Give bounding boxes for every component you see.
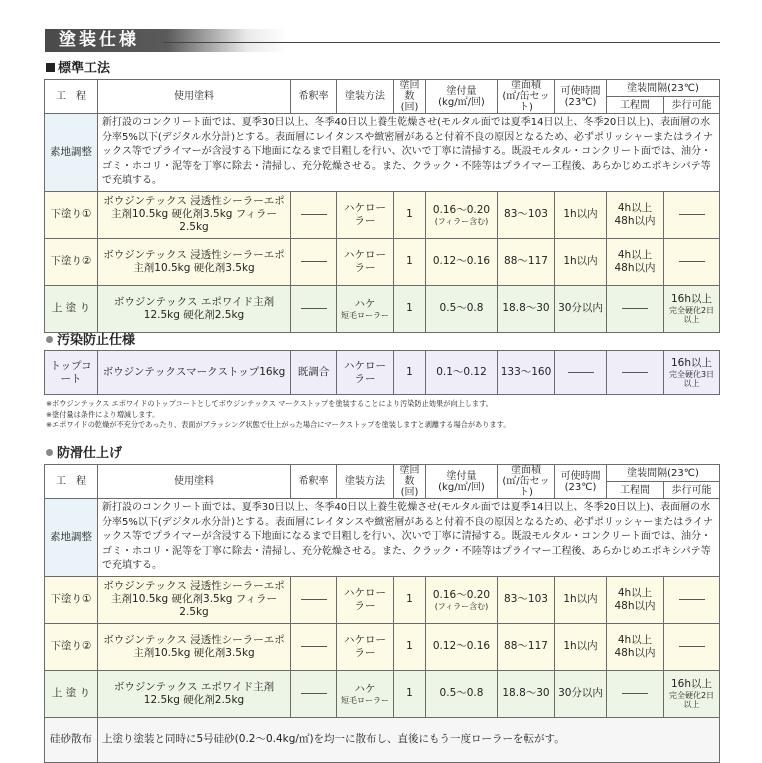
footnote: ※ボウジンテックス エポワイドのトップコートとしてボウジンテックス マークストップを塗装することにより汚染防止効果が向上します。 bbox=[46, 399, 493, 408]
header-interval-process: 工程間 bbox=[607, 97, 664, 114]
substrate-text: 新打設のコンクリート面では、夏季30日以上、冬季40日以上養生乾燥させ(モルタル面では夏季14日以上、冬季20日以上)、表面層の水分率5%以下(デジタル水分計)とする。表面層にレイタンスや緻密層があると付着不良の原因となるため、必ずポリッシャーまたはライナックス等でプライマーが含浸する下地面になるまで目粗しを行い、次いで丁寧に清掃する。既設モルタル・コンクリート面では、油分・ゴミ・ホコリ・泥等を丁寧に除去・清掃し、充分乾燥させる。また、クラック・不陸等はプライマー工程後、あらかじめエポキシパテ等で充填する。 bbox=[98, 114, 720, 192]
sand-text: 上塗り塗装と同時に5号硅砂(0.2～0.4kg/㎡)を均一に散布し、直後にもう一度ローラーを転がす。 bbox=[98, 717, 720, 762]
square-bullet-icon bbox=[46, 63, 55, 72]
dot-bullet-icon bbox=[46, 336, 53, 343]
page-title: 塗装仕様 bbox=[59, 30, 139, 50]
header-coats: 塗回数 (回) bbox=[394, 80, 426, 114]
header-interval-walk: 歩行可能 bbox=[664, 97, 720, 114]
footnote: ※エポワイドの乾燥が不充分であったり、表面がブラッシング状態で仕上がった場合にマークストップを塗装しますと剥離する場合があります。 bbox=[46, 420, 511, 429]
table-row: トップコート ボウジンテックスマークストップ16kg 既調合 ハケローラー 1 0.1～0.12 133～160 16h以上 完全硬化3日以上 bbox=[45, 351, 720, 395]
header-interval: 塗装間隔(23℃) bbox=[607, 80, 720, 97]
header-method: 塗装方法 bbox=[337, 80, 394, 114]
section-antifouling-heading: 汚染防止仕様 bbox=[46, 333, 135, 349]
header-amount: 塗付量 (kg/㎡/回) bbox=[426, 80, 498, 114]
table-header-row: 工 程 使用塗料 希釈率 塗装方法 塗回数 (回) 塗付量 (kg/㎡/回) 塗面積 (㎡/缶セット) 可使時間 (23℃) 塗装間隔(23℃) bbox=[45, 465, 720, 482]
antifouling-table bbox=[44, 350, 720, 395]
table-row: 下塗り② ボウジンテックス 浸透性シーラーエポ主剤10.5kg 硬化剤3.5kg ハケローラー 1 0.12～0.16 88～117 1h以内 4h以上48h以内 bbox=[45, 238, 720, 285]
footnote: ※塗付量は条件により増減します。 bbox=[46, 409, 160, 419]
header-paint: 使用塗料 bbox=[98, 80, 291, 114]
row-label: 素地調整 bbox=[45, 114, 98, 192]
footnotes bbox=[46, 399, 510, 431]
header-process: 工 程 bbox=[45, 80, 98, 114]
table-row: 硅砂散布 上塗り塗装と同時に5号硅砂(0.2～0.4kg/㎡)を均一に散布し、直後にもう一度ローラーを転がす。 bbox=[45, 717, 720, 762]
antislip-spec-table: 工 程 使用塗料 希釈率 塗装方法 塗回数 (回) 塗付量 (kg/㎡/回) 塗面積 (㎡/缶セット) 可使時間 (23℃) 塗装間隔(23℃) 工程間 歩行可能 素地調整 新打設のコンクリート面では、夏季30日以上、冬季40日以上養生乾燥させ(モルタル面では夏季14日以上、冬季20日以上)、表面層の水分率5%以下(デジタル水分計)とする。表面層にレイタンスや緻密層があると付着不良の原因となるため、必ずポリッシャーまたはライナックス等でプライマーが含浸する下地面になるまで目粗しを行い、次いで丁寧に清掃する。既設モルタル・コンクリート面では、油分・ゴミ・ホコリ・泥等を丁寧に除去・清掃し、充分乾燥させる。また、クラック・不陸等はプライマー工程後、あらかじめエポキシパテ等で充填する。 下塗り① ボウジンテックス 浸透性シーラーエポ主剤10.5kg 硬化剤3.5kg フィラー2.5kg ハケローラー 1 0.16～0.20 (フィラー含む) 83～103 1h以内 4h以上48h以内 下塗り② ボウジンテックス 浸透性シーラーエポ主剤10.5kg 硬化剤3.5kg ハケローラー 1 0.12～0.16 88～117 1h以内 4h以上48h以内 上 塗 り ボウジンテックス エポワイド主剤12.5kg 硬化剤2.5kg ハケ 短毛ローラー 1 0.5～0.8 18.8～30 30分以内 16h以上 完全硬化2日以上 硅砂散布 上塗り塗装と同時に5号硅砂(0.2～0.4kg/㎡)を均一に散布し、直後にもう一度ローラーを転がす。 bbox=[44, 464, 720, 763]
table-row: 素地調整 新打設のコンクリート面では、夏季30日以上、冬季40日以上養生乾燥させ(モルタル面では夏季14日以上、冬季20日以上)、表面層の水分率5%以下(デジタル水分計)とする。表面層にレイタンスや緻密層があると付着不良の原因となるため、必ずポリッシャーまたはライナックス等でプライマーが含浸する下地面になるまで目粗しを行い、次いで丁寧に清掃する。既設モルタル・コンクリート面では、油分・ゴミ・ホコリ・泥等を丁寧に除去・清掃し、充分乾燥させる。また、クラック・不陸等はプライマー工程後、あらかじめエポキシパテ等で充填する。 bbox=[45, 499, 720, 577]
section-standard-heading: 標準工法 bbox=[46, 61, 110, 77]
table-row: 上 塗 り ボウジンテックス エポワイド主剤12.5kg 硬化剤2.5kg ハケ 短毛ローラー 1 0.5～0.8 18.8～30 30分以内 16h以上 完全硬化2日以上 bbox=[45, 670, 720, 717]
header-dilution: 希釈率 bbox=[291, 80, 337, 114]
header-pot-life: 可使時間 (23℃) bbox=[555, 80, 607, 114]
dot-bullet-icon bbox=[46, 449, 53, 456]
table-row: 下塗り① ボウジンテックス 浸透性シーラーエポ主剤10.5kg 硬化剤3.5kg フィラー2.5kg ハケローラー 1 0.16～0.20 (フィラー含む) 83～103 1h以内 4h以上48h以内 bbox=[45, 576, 720, 623]
table-row bbox=[45, 114, 720, 192]
table-row: 下塗り① ボウジンテックス 浸透性シーラーエポ主剤10.5kg 硬化剤3.5kg フィラー2.5kg ハケローラー 1 0.16～0.20 (フィラー含む) 83～103 1h以内 4h以上48h以内 bbox=[45, 191, 720, 238]
table-header-row bbox=[45, 80, 720, 97]
header-area: 塗面積 (㎡/缶セット) bbox=[498, 80, 555, 114]
title-rule bbox=[163, 42, 720, 43]
table-row: 下塗り② ボウジンテックス 浸透性シーラーエポ主剤10.5kg 硬化剤3.5kg ハケローラー 1 0.12～0.16 88～117 1h以内 4h以上48h以内 bbox=[45, 623, 720, 670]
section-antislip-heading: 防滑仕上げ bbox=[46, 446, 122, 462]
table-row: 上 塗 り ボウジンテックス エポワイド主剤12.5kg 硬化剤2.5kg ハケ 短毛ローラー 1 0.5～0.8 18.8～30 30分以内 16h以上 完全硬化2日以上 bbox=[45, 285, 720, 332]
title-banner bbox=[45, 29, 720, 52]
standard-spec-table bbox=[44, 79, 720, 333]
